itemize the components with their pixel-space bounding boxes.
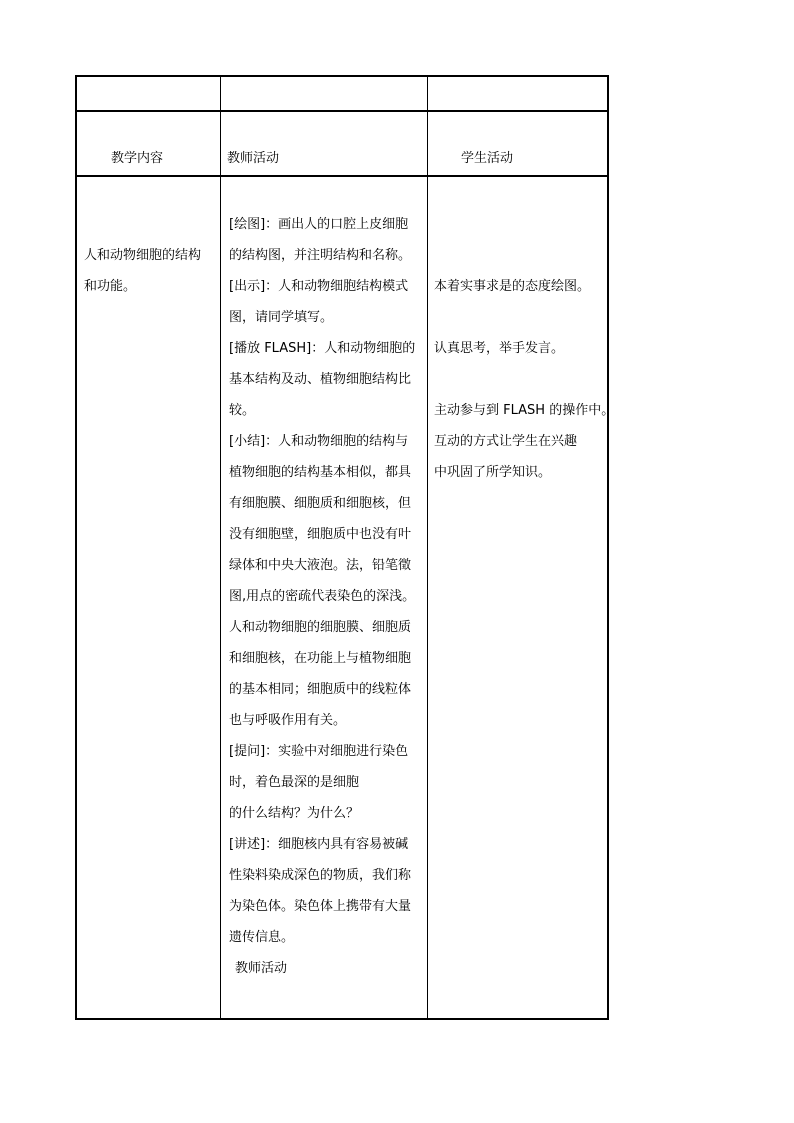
header-content: 教学内容 bbox=[111, 151, 164, 166]
student-line: 本着实事求是的态度绘图。 bbox=[434, 279, 591, 294]
teacher-line: 植物细胞的结构基本相似，都具 bbox=[229, 465, 412, 480]
teacher-line: 基本结构及动、植物细胞结构比 bbox=[229, 372, 412, 387]
teacher-line: [提问]：实验中对细胞进行染色 bbox=[229, 744, 409, 759]
student-line: 认真思考，举手发言。 bbox=[434, 341, 565, 356]
content-line: 人和动物细胞的结构 bbox=[84, 248, 202, 263]
teacher-line: 性染料染成深色的物质，我们称 bbox=[229, 868, 412, 883]
spacer bbox=[434, 302, 614, 333]
teacher-line: [绘图]：画出人的口腔上皮细胞 bbox=[229, 217, 409, 232]
student-line: 中巩固了所学知识。 bbox=[434, 465, 552, 480]
spacer bbox=[434, 364, 614, 395]
teacher-line: [讲述]：细胞核内具有容易被碱 bbox=[229, 837, 409, 852]
teacher-line: 较。 bbox=[229, 403, 256, 418]
table-column-divider bbox=[220, 77, 221, 1018]
student-line: 主动参与到 FLASH 的操作中。 bbox=[434, 403, 615, 418]
teacher-line: 绿体和中央大液泡。法，铅笔徵 bbox=[229, 558, 412, 573]
teacher-line: 的基本相同；细胞质中的线粒体 bbox=[229, 682, 412, 697]
teacher-line: 的结构图，并注明结构和名称。 bbox=[229, 248, 412, 263]
header-student: 学生活动 bbox=[461, 151, 514, 166]
student-cell bbox=[434, 271, 614, 488]
teacher-line: 和细胞核，在功能上与植物细胞 bbox=[229, 651, 412, 666]
teacher-cell bbox=[229, 209, 415, 984]
teacher-line: 人和动物细胞的细胞膜、细胞质 bbox=[229, 620, 412, 635]
header-teacher: 教师活动 bbox=[227, 151, 280, 166]
table-row-divider bbox=[77, 110, 607, 112]
teacher-line: [出示]：人和动物细胞结构模式 bbox=[229, 279, 409, 294]
table-column-divider bbox=[427, 77, 428, 1018]
teacher-line: [小结]：人和动物细胞的结构与 bbox=[229, 434, 409, 449]
teacher-line: 时，着色最深的是细胞 bbox=[229, 775, 360, 790]
table-row-divider bbox=[77, 175, 607, 177]
teacher-line: 的什么结构？为什么？ bbox=[229, 806, 360, 821]
teacher-line: 有细胞膜、细胞质和细胞核，但 bbox=[229, 496, 412, 511]
content-line: 和功能。 bbox=[84, 279, 137, 294]
teacher-line: 遗传信息。 bbox=[229, 930, 295, 945]
teacher-line: 图,用点的密疏代表染色的深浅。 bbox=[229, 589, 416, 604]
teacher-line: 也与呼吸作用有关。 bbox=[229, 713, 347, 728]
teacher-line: 没有细胞壁，细胞质中也没有叶 bbox=[229, 527, 412, 542]
teacher-line: 图，请同学填写。 bbox=[229, 310, 334, 325]
teacher-line: 为染色体。染色体上携带有大量 bbox=[229, 899, 412, 914]
student-line: 互动的方式让学生在兴趣 bbox=[434, 434, 578, 449]
content-cell bbox=[84, 240, 201, 302]
teacher-line: 教师活动 bbox=[235, 961, 288, 976]
lesson-plan-table bbox=[75, 75, 615, 1020]
teacher-line: [播放 FLASH]：人和动物细胞的 bbox=[229, 341, 416, 356]
